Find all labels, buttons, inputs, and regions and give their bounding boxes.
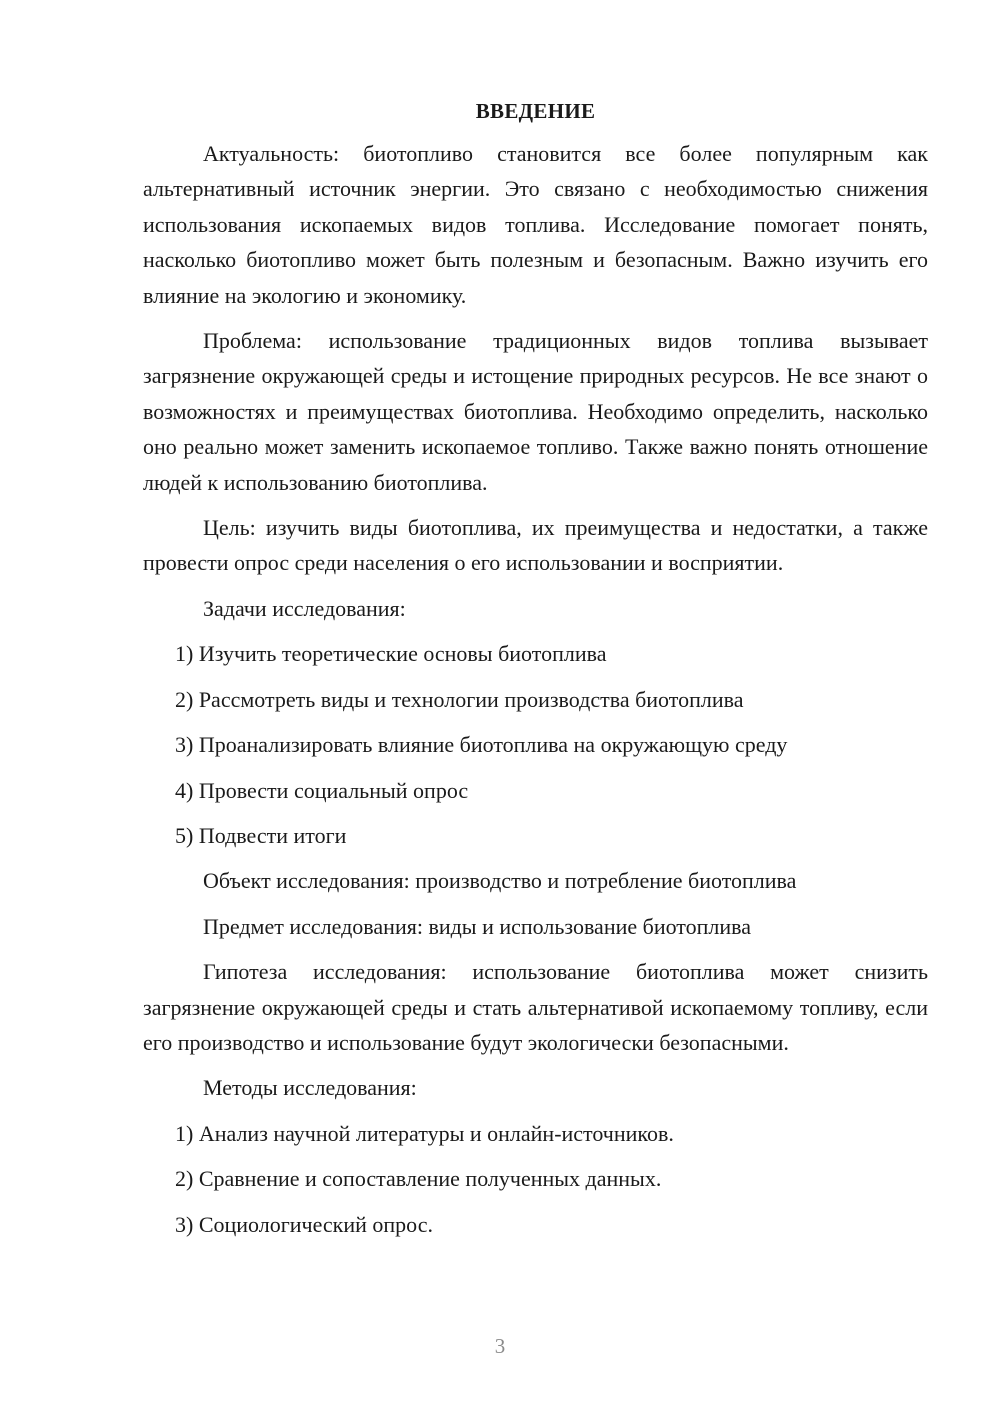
- page-number: 3: [494, 1334, 506, 1358]
- methods-heading: Методы исследования:: [203, 1075, 417, 1101]
- methods-list: [143, 1116, 928, 1242]
- paragraph-hypothesis: Гипотеза исследования: использование биотоплива может снизить загрязнение окружающей среды и стать альтернативой ископаемому топливу, если его производство и использование будут экологически безопасными.: [143, 959, 928, 1055]
- task-item: 2) Рассмотреть виды и технологии производства биотоплива: [175, 686, 744, 712]
- paragraph-subject: Предмет исследования: виды и использование биотоплива: [203, 913, 752, 939]
- task-item: 4) Провести социальный опрос: [175, 777, 469, 803]
- method-item: 3) Социологический опрос.: [175, 1211, 433, 1237]
- tasks-list: [143, 636, 928, 853]
- method-item: 2) Сравнение и сопоставление полученных данных.: [175, 1166, 662, 1192]
- paragraph-problem: Проблема: использование традиционных видов топлива вызывает загрязнение окружающей среды и истощение природных ресурсов. Не все знают о возможностях и преимуществах биотоплива. Необходимо определить, насколько оно реально может заменить ископаемое топливо. Также важно понять отношение людей к использованию биотоплива.: [143, 328, 928, 495]
- tasks-heading: Задачи исследования:: [203, 595, 406, 621]
- method-item: 1) Анализ научной литературы и онлайн-источников.: [175, 1120, 674, 1146]
- paragraph-goal: Цель: изучить виды биотоплива, их преимущества и недостатки, а также провести опрос среди населения о его использовании и восприятии.: [143, 515, 928, 576]
- paragraph-relevance: Актуальность: биотопливо становится все более популярным как альтернативный источник энергии. Это связано с необходимостью снижения использования ископаемых видов топлива. Исследование помогает понять, насколько биотопливо может быть полезным и безопасным. Важно изучить его влияние на экологию и экономику.: [143, 141, 928, 308]
- task-item: 3) Проанализировать влияние биотоплива на окружающую среду: [175, 732, 788, 758]
- page-content: [143, 96, 928, 1252]
- paragraph-object: Объект исследования: производство и потребление биотоплива: [203, 868, 797, 894]
- section-title: ВВЕДЕНИЕ: [475, 99, 596, 123]
- task-item: 5) Подвести итоги: [175, 822, 347, 848]
- task-item: 1) Изучить теоретические основы биотоплива: [175, 641, 607, 667]
